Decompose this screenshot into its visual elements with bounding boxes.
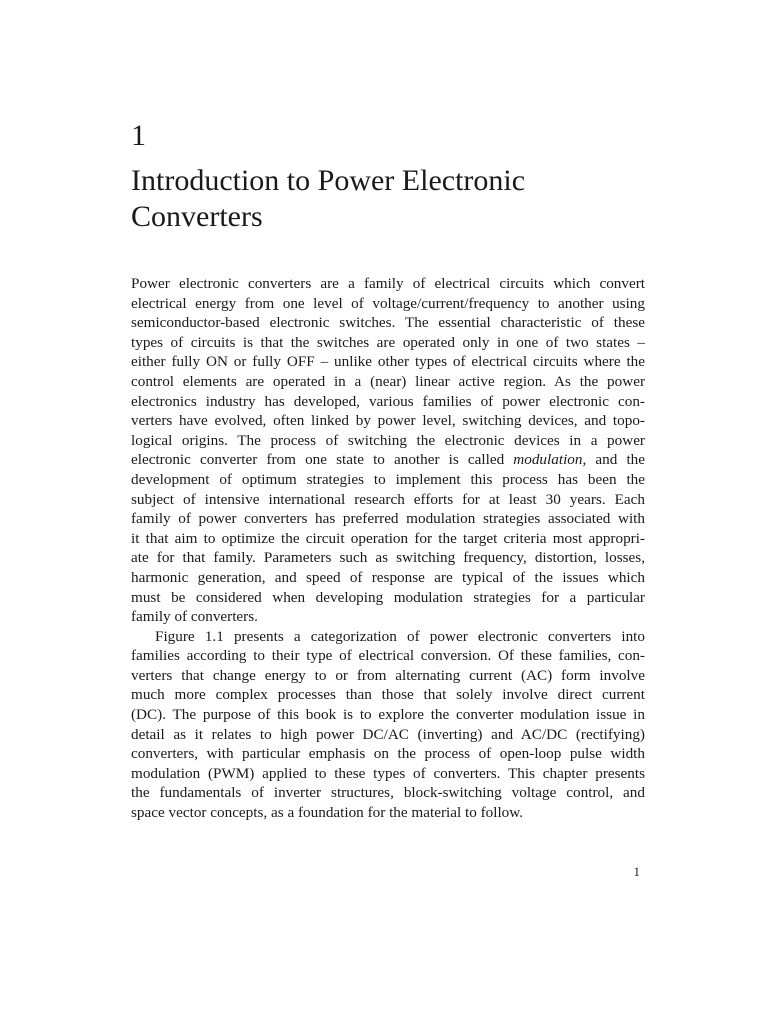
chapter-body (131, 274, 645, 823)
text-line: space vector concepts, as a foundation for the material to follow. (131, 804, 524, 822)
text-line: harmonic generation, and speed of response are typical of the issues which (131, 568, 645, 586)
text-fragment: and the (586, 451, 645, 469)
chapter-number: 1 (131, 119, 146, 152)
text-line: (DC). The purpose of this book is to explore the converter modulation issue in (131, 706, 645, 724)
text-line: control elements are operated in a (near) linear active region. As the power (131, 372, 645, 390)
text-line: semiconductor-based electronic switches. The essential characteristic of these (131, 314, 645, 332)
text-line: logical origins. The process of switching the electronic devices in a power (131, 431, 645, 449)
chapter-title-line-1: Introduction to Power Electronic (131, 164, 526, 197)
text-line: electrical energy from one level of voltage/current/frequency to another using (131, 294, 645, 312)
text-line: electronics industry has developed, various families of power electronic con- (131, 392, 645, 410)
text-line: verters have evolved, often linked by power level, switching devices, and topo- (131, 412, 645, 430)
chapter-title (131, 163, 651, 235)
text-line: detail as it relates to high power DC/AC (inverting) and AC/DC (rectifying) (131, 725, 645, 743)
chapter-title-line-2: Converters (131, 200, 263, 233)
text-line: ate for that family. Parameters such as switching frequency, distortion, losses, (131, 549, 645, 567)
text-line: subject of intensive international research efforts for at least 30 years. Each (131, 490, 645, 508)
text-fragment: electronic converter from one state to another is called (131, 451, 514, 469)
paragraph-2 (131, 627, 645, 823)
text-line-with-emphasis (131, 450, 645, 470)
text-line: either fully ON or fully OFF – unlike other types of electrical circuits where the (131, 353, 645, 371)
text-line: development of optimum strategies to implement this process has been the (131, 470, 645, 488)
text-line: verters that change energy to or from alternating current (AC) form involve (131, 666, 645, 684)
text-line: Power electronic converters are a family of electrical circuits which convert (131, 275, 645, 292)
emphasized-term: modulation, (513, 451, 587, 469)
text-line: family of power converters has preferred modulation strategies associated with (131, 510, 645, 528)
page-number: 1 (633, 864, 640, 879)
text-line: Figure 1.1 presents a categorization of power electronic converters into (155, 627, 645, 645)
paragraph-1 (131, 274, 645, 627)
text-line: must be considered when developing modulation strategies for a particular (131, 588, 645, 606)
text-line: families according to their type of electrical conversion. Of these families, con- (131, 647, 645, 665)
text-line: modulation (PWM) applied to these types of converters. This chapter presents (131, 764, 645, 782)
text-line: converters, with particular emphasis on the process of open-loop pulse width (131, 745, 645, 763)
text-line: family of converters. (131, 608, 258, 626)
text-line: the fundamentals of inverter structures, block-switching voltage control, and (131, 784, 645, 802)
text-line: it that aim to optimize the circuit operation for the target criteria most appropri- (131, 529, 645, 547)
text-line: much more complex processes than those that solely involve direct current (131, 686, 645, 704)
text-line: types of circuits is that the switches are operated only in one of two states – (131, 333, 645, 351)
